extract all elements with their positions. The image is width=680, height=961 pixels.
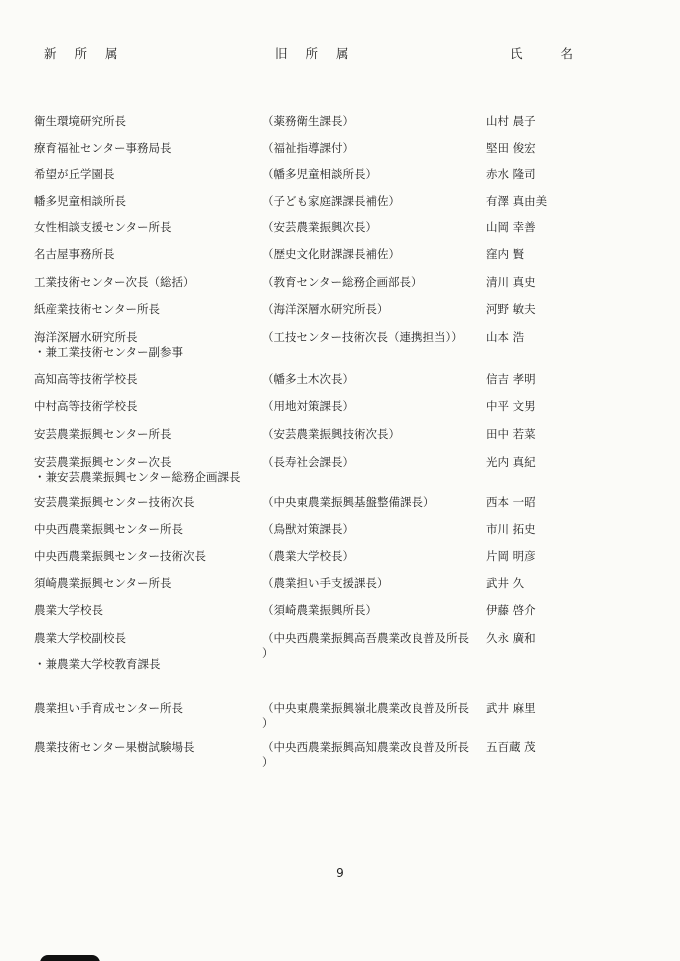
new-affiliation-line: 希望が丘学園長 (34, 167, 115, 181)
table-row (0, 455, 680, 489)
new-affiliation (34, 455, 254, 485)
old-affiliation (262, 455, 487, 470)
person-name: 山岡 幸善 (486, 220, 536, 234)
old-affiliation-line: （用地対策課長） (262, 399, 354, 413)
old-affiliation-line: （幡多土木次長） (262, 372, 354, 386)
header-name: 氏名 (510, 46, 612, 61)
old-affiliation (262, 247, 487, 262)
new-affiliation-line: 農業技術センター果樹試験場長 (34, 740, 195, 754)
new-affiliation (34, 631, 254, 646)
person-name: 田中 若菜 (486, 427, 536, 441)
old-affiliation-line: （安芸農業振興技術次長） (262, 427, 400, 441)
new-affiliation-line: 農業大学校副校長 (34, 631, 126, 645)
person-name: 市川 拓史 (486, 522, 536, 536)
new-affiliation-line: 女性相談支援センター所長 (34, 220, 172, 234)
table-row (0, 657, 680, 691)
old-affiliation (262, 603, 487, 618)
old-affiliation-line: （中央西農業振興高吾農業改良普及所長 (262, 631, 469, 645)
header-new-affiliation: 新所属 (44, 46, 136, 61)
person-name: 有澤 真由美 (486, 194, 548, 208)
new-affiliation-line: 衛生環境研究所長 (34, 114, 126, 128)
old-affiliation (262, 576, 487, 591)
old-affiliation-line: （中央東農業振興嶺北農業改良普及所長 (262, 701, 469, 715)
person-name: 窪内 賢 (486, 247, 525, 261)
old-affiliation-line: （子ども家庭課課長補佐） (262, 194, 400, 208)
table-row (0, 701, 680, 735)
new-affiliation (34, 247, 254, 262)
old-affiliation-line: （福祉指導課付） (262, 141, 354, 155)
old-affiliation (262, 220, 487, 235)
person-name: 伊藤 啓介 (486, 603, 536, 617)
new-affiliation (34, 194, 254, 209)
old-affiliation (262, 302, 487, 317)
person-name: 久永 廣和 (486, 631, 536, 645)
new-affiliation-line: 工業技術センター次長（総括） (34, 275, 195, 289)
person-name: 武井 久 (486, 576, 525, 590)
table-row (0, 330, 680, 364)
new-affiliation (34, 167, 254, 182)
new-affiliation-line: ・兼農業大学校教育課長 (34, 657, 161, 671)
person-name: 五百蔵 茂 (486, 740, 536, 754)
old-affiliation-line: （薬務衛生課長） (262, 114, 354, 128)
old-affiliation (262, 372, 487, 387)
new-affiliation-line: 中央西農業振興センター所長 (34, 522, 184, 536)
old-affiliation-line: （中央西農業振興高知農業改良普及所長 (262, 740, 469, 754)
old-affiliation-line: （教育センター総務企画部長） (262, 275, 423, 289)
new-affiliation (34, 399, 254, 414)
new-affiliation-line: 安芸農業振興センター所長 (34, 427, 172, 441)
new-affiliation (34, 220, 254, 235)
old-affiliation-line: （中央東農業振興基盤整備課長） (262, 495, 435, 509)
new-affiliation (34, 330, 254, 360)
new-affiliation-line: 安芸農業振興センター次長 (34, 455, 172, 469)
old-affiliation-line: （幡多児童相談所長） (262, 167, 377, 181)
old-affiliation (262, 275, 487, 290)
old-affiliation-line: （農業大学校長） (262, 549, 354, 563)
new-affiliation-concurrent: ・兼安芸農業振興センター総務企画課長 (34, 470, 241, 484)
new-affiliation (34, 495, 254, 510)
person-name: 片岡 明彦 (486, 549, 536, 563)
person-name: 堅田 俊宏 (486, 141, 536, 155)
new-affiliation (34, 427, 254, 442)
person-name: 山本 浩 (486, 330, 525, 344)
person-name: 赤水 隆司 (486, 167, 536, 181)
new-affiliation-line: 海洋深層水研究所長 (34, 330, 138, 344)
scan-edge-mark (40, 955, 100, 961)
person-name: 河野 敏夫 (486, 302, 536, 316)
old-affiliation (262, 495, 487, 510)
old-affiliation (262, 330, 487, 345)
old-affiliation (262, 399, 487, 414)
new-affiliation-line: 須崎農業振興センター所長 (34, 576, 172, 590)
new-affiliation-line: 農業担い手育成センター所長 (34, 701, 184, 715)
page-number: 9 (336, 866, 344, 880)
new-affiliation-line: 安芸農業振興センター技術次長 (34, 495, 195, 509)
old-affiliation-continued: ） (262, 716, 274, 730)
new-affiliation (34, 657, 254, 672)
new-affiliation (34, 114, 254, 129)
old-affiliation-line: （歴史文化財課課長補佐） (262, 247, 400, 261)
new-affiliation-line: 農業大学校長 (34, 603, 103, 617)
old-affiliation-line: （安芸農業振興次長） (262, 220, 377, 234)
old-affiliation (262, 114, 487, 129)
old-affiliation-line: （農業担い手支援課長） (262, 576, 389, 590)
new-affiliation-line: 高知高等技術学校長 (34, 372, 138, 386)
old-affiliation (262, 549, 487, 564)
new-affiliation (34, 603, 254, 618)
new-affiliation (34, 701, 254, 716)
person-name: 西本 一昭 (486, 495, 536, 509)
old-affiliation (262, 740, 487, 770)
old-affiliation (262, 167, 487, 182)
old-affiliation-line: （長寿社会課長） (262, 455, 354, 469)
new-affiliation (34, 549, 254, 564)
person-name: 清川 真史 (486, 275, 536, 289)
new-affiliation-line: 中央西農業振興センター技術次長 (34, 549, 207, 563)
new-affiliation (34, 740, 254, 755)
old-affiliation (262, 427, 487, 442)
old-affiliation-continued: ） (262, 646, 274, 660)
old-affiliation (262, 701, 487, 731)
new-affiliation-concurrent: ・兼工業技術センター副参事 (34, 345, 184, 359)
new-affiliation (34, 522, 254, 537)
new-affiliation-line: 紙産業技術センター所長 (34, 302, 161, 316)
new-affiliation-line: 中村高等技術学校長 (34, 399, 138, 413)
person-name: 武井 麻里 (486, 701, 536, 715)
person-name: 中平 文男 (486, 399, 536, 413)
old-affiliation-line: （須崎農業振興所長） (262, 603, 377, 617)
old-affiliation (262, 522, 487, 537)
person-name: 光内 真紀 (486, 455, 536, 469)
new-affiliation (34, 372, 254, 387)
old-affiliation-line: （鳥獣対策課長） (262, 522, 354, 536)
old-affiliation (262, 141, 487, 156)
old-affiliation-continued: ） (262, 755, 274, 769)
person-name: 信吉 孝明 (486, 372, 536, 386)
person-name: 山村 晨子 (486, 114, 536, 128)
old-affiliation (262, 194, 487, 209)
new-affiliation-line: 幡多児童相談所長 (34, 194, 126, 208)
header-old-affiliation: 旧所属 (275, 46, 367, 61)
new-affiliation (34, 576, 254, 591)
old-affiliation-line: （海洋深層水研究所長） (262, 302, 389, 316)
table-row (0, 740, 680, 774)
new-affiliation-line: 名古屋事務所長 (34, 247, 115, 261)
new-affiliation (34, 302, 254, 317)
new-affiliation (34, 141, 254, 156)
new-affiliation-line: 療育福祉センター事務局長 (34, 141, 172, 155)
old-affiliation-line: （工技センター技術次長（連携担当）） (262, 330, 463, 344)
new-affiliation (34, 275, 254, 290)
